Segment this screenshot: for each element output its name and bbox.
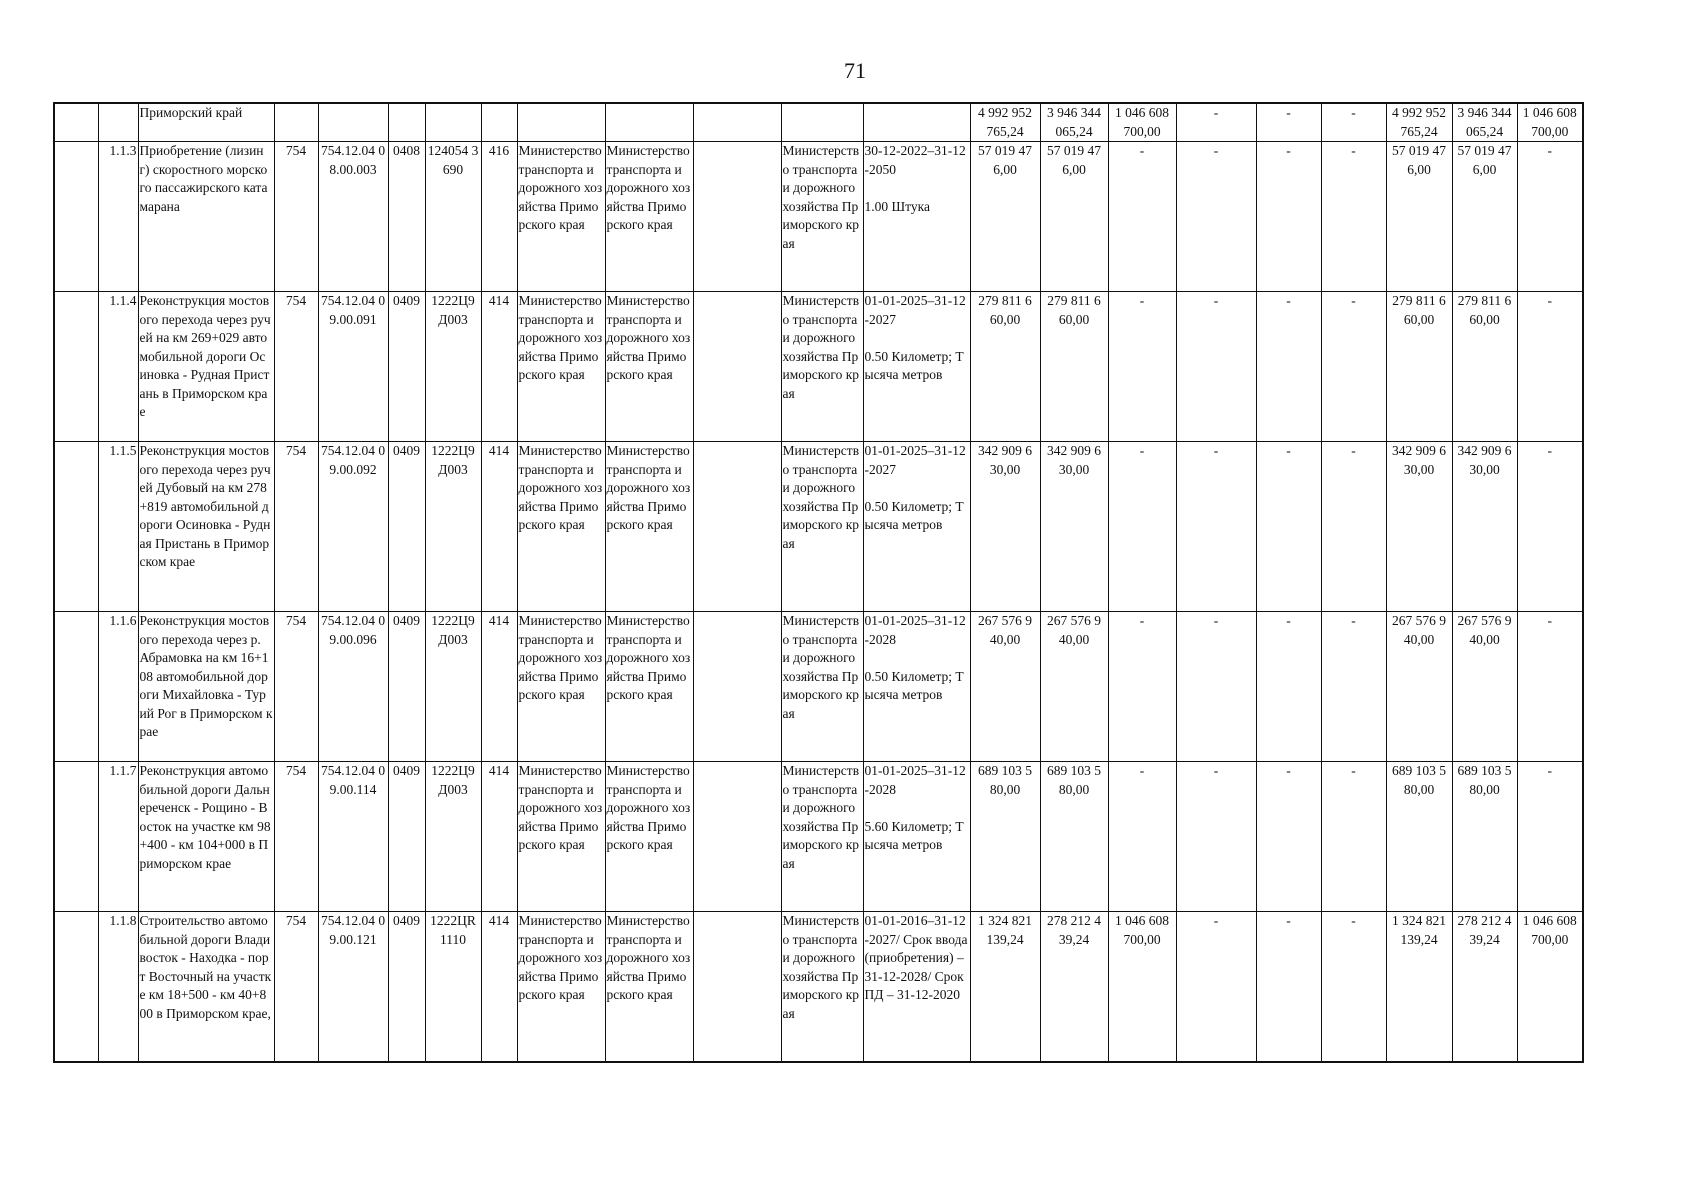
organization-1: Министерство транспорта и дорожного хозяйства Приморского края (517, 762, 605, 912)
value-3: - (1108, 142, 1176, 292)
organization-1: Министерство транспорта и дорожного хозяйства Приморского края (517, 142, 605, 292)
value-3: - (1108, 762, 1176, 912)
item-name: Реконструкция мостового перехода через ручей на км 269+029 автомобильной дороги Осиновка - Рудная Пристань в Приморском крае (138, 292, 274, 442)
item-name: Реконструкция автомобильной дороги Дальнереченск - Рощино - Восток на участке км 98+400 - км 104+000 в Приморском крае (138, 762, 274, 912)
total-1: 342 909 6 30,00 (1386, 442, 1452, 612)
organization-1: Министерство транспорта и дорожного хозяйства Приморского края (517, 442, 605, 612)
total-3: - (1517, 762, 1583, 912)
target-article-code: 1222ЦR 1110 (425, 912, 481, 1062)
value-2: 342 909 6 30,00 (1040, 442, 1108, 612)
empty-cell (605, 103, 693, 142)
item-name: Реконструкция мостового перехода через р. Абрамовка на км 16+108 автомобильной дороги Михайловка - Турий Рог в Приморском крае (138, 612, 274, 762)
empty-cell (274, 103, 318, 142)
grbs-code: 754 (274, 612, 318, 762)
summary-t1: 4 992 952 765,24 (1386, 103, 1452, 142)
empty-cell (693, 292, 781, 442)
expense-type-code: 414 (481, 612, 517, 762)
value-2: 57 019 47 6,00 (1040, 142, 1108, 292)
total-1: 267 576 9 40,00 (1386, 612, 1452, 762)
organization-2: Министерство транспорта и дорожного хозяйства Приморского края (605, 292, 693, 442)
budget-table (53, 102, 1584, 1063)
row-number: 1.1.5 (98, 442, 138, 612)
value-2: 267 576 9 40,00 (1040, 612, 1108, 762)
total-3: - (1517, 292, 1583, 442)
dash-3: - (1321, 292, 1386, 442)
organization-1: Министерство транспорта и дорожного хозяйства Приморского края (517, 612, 605, 762)
organization-2: Министерство транспорта и дорожного хозяйства Приморского края (605, 912, 693, 1062)
value-1: 279 811 6 60,00 (970, 292, 1040, 442)
row-number: 1.1.3 (98, 142, 138, 292)
grbs-code: 754 (274, 912, 318, 1062)
dash-2: - (1256, 292, 1321, 442)
target-article-code: 124054 3690 (425, 142, 481, 292)
empty-cell (54, 612, 98, 762)
grbs-code: 754 (274, 292, 318, 442)
organization-3: Министерство транспорта и дорожного хозяйства Приморского края (781, 912, 863, 1062)
value-1: 689 103 5 80,00 (970, 762, 1040, 912)
table-row (54, 442, 1583, 612)
total-3: - (1517, 442, 1583, 612)
value-3: 1 046 608 700,00 (1108, 912, 1176, 1062)
dash-3: - (1321, 142, 1386, 292)
row-number: 1.1.6 (98, 612, 138, 762)
object-code: 754.12.04 09.00.092 (318, 442, 388, 612)
total-1: 689 103 5 80,00 (1386, 762, 1452, 912)
empty-cell (54, 142, 98, 292)
summary-d2: - (1256, 103, 1321, 142)
value-2: 689 103 5 80,00 (1040, 762, 1108, 912)
table-row (54, 612, 1583, 762)
section-code: 0408 (388, 142, 425, 292)
total-1: 279 811 6 60,00 (1386, 292, 1452, 442)
dash-1: - (1176, 142, 1256, 292)
total-2: 267 576 9 40,00 (1452, 612, 1517, 762)
empty-cell (98, 103, 138, 142)
dash-1: - (1176, 442, 1256, 612)
total-1: 1 324 821 139,24 (1386, 912, 1452, 1062)
grbs-code: 754 (274, 142, 318, 292)
organization-3: Министерство транспорта и дорожного хозяйства Приморского края (781, 442, 863, 612)
row-number: 1.1.8 (98, 912, 138, 1062)
empty-cell (425, 103, 481, 142)
empty-cell (54, 442, 98, 612)
empty-cell (693, 612, 781, 762)
summary-v2: 3 946 344 065,24 (1040, 103, 1108, 142)
dash-1: - (1176, 912, 1256, 1062)
empty-cell (781, 103, 863, 142)
summary-d1: - (1176, 103, 1256, 142)
dash-1: - (1176, 762, 1256, 912)
value-3: - (1108, 292, 1176, 442)
grbs-code: 754 (274, 442, 318, 612)
empty-cell (517, 103, 605, 142)
organization-1: Министерство транспорта и дорожного хозяйства Приморского края (517, 292, 605, 442)
row-number: 1.1.4 (98, 292, 138, 442)
section-code: 0409 (388, 442, 425, 612)
dash-1: - (1176, 292, 1256, 442)
organization-2: Министерство транспорта и дорожного хозяйства Приморского края (605, 142, 693, 292)
organization-3: Министерство транспорта и дорожного хозяйства Приморского края (781, 142, 863, 292)
organization-2: Министерство транспорта и дорожного хозяйства Приморского края (605, 762, 693, 912)
empty-cell (693, 442, 781, 612)
summary-v1: 4 992 952 765,24 (970, 103, 1040, 142)
dash-3: - (1321, 762, 1386, 912)
target-article-code: 1222Ц9 Д003 (425, 442, 481, 612)
empty-cell (693, 912, 781, 1062)
period-capacity: 01-01-2025–31-12-2028 5.60 Километр; Тысяча метров (863, 762, 970, 912)
value-3: - (1108, 442, 1176, 612)
summary-d3: - (1321, 103, 1386, 142)
section-code: 0409 (388, 762, 425, 912)
object-code: 754.12.04 09.00.091 (318, 292, 388, 442)
total-1: 57 019 47 6,00 (1386, 142, 1452, 292)
period-capacity: 01-01-2025–31-12-2027 0.50 Километр; Тысяча метров (863, 442, 970, 612)
dash-2: - (1256, 612, 1321, 762)
period-capacity: 30-12-2022–31-12-2050 1.00 Штука (863, 142, 970, 292)
row-number: 1.1.7 (98, 762, 138, 912)
total-3: 1 046 608 700,00 (1517, 912, 1583, 1062)
table-row (54, 142, 1583, 292)
empty-cell (54, 912, 98, 1062)
empty-cell (318, 103, 388, 142)
expense-type-code: 414 (481, 442, 517, 612)
dash-2: - (1256, 912, 1321, 1062)
empty-cell (54, 292, 98, 442)
period-capacity: 01-01-2016–31-12-2027/ Срок ввода (приобретения) – 31-12-2028/ Срок ПД – 31-12-2020 (863, 912, 970, 1062)
total-2: 278 212 4 39,24 (1452, 912, 1517, 1062)
organization-3: Министерство транспорта и дорожного хозяйства Приморского края (781, 612, 863, 762)
expense-type-code: 414 (481, 912, 517, 1062)
target-article-code: 1222Ц9 Д003 (425, 762, 481, 912)
empty-cell (54, 103, 98, 142)
region-name: Приморский край (138, 103, 274, 142)
summary-row (54, 103, 1583, 142)
expense-type-code: 416 (481, 142, 517, 292)
empty-cell (693, 762, 781, 912)
empty-cell (54, 762, 98, 912)
summary-t3: 1 046 608 700,00 (1517, 103, 1583, 142)
empty-cell (863, 103, 970, 142)
total-2: 342 909 6 30,00 (1452, 442, 1517, 612)
table-row (54, 292, 1583, 442)
dash-1: - (1176, 612, 1256, 762)
item-name: Приобретение (лизинг) скоростного морского пассажирского катамарана (138, 142, 274, 292)
value-3: - (1108, 612, 1176, 762)
grbs-code: 754 (274, 762, 318, 912)
table-row (54, 762, 1583, 912)
dash-3: - (1321, 442, 1386, 612)
section-code: 0409 (388, 612, 425, 762)
total-2: 689 103 5 80,00 (1452, 762, 1517, 912)
organization-2: Министерство транспорта и дорожного хозяйства Приморского края (605, 612, 693, 762)
empty-cell (388, 103, 425, 142)
dash-2: - (1256, 142, 1321, 292)
total-2: 279 811 6 60,00 (1452, 292, 1517, 442)
total-3: - (1517, 142, 1583, 292)
item-name: Строительство автомобильной дороги Владивосток - Находка - порт Восточный на участке км 18+500 - км 40+800 в Приморском крае, (138, 912, 274, 1062)
period-capacity: 01-01-2025–31-12-2027 0.50 Километр; Тысяча метров (863, 292, 970, 442)
empty-cell (481, 103, 517, 142)
target-article-code: 1222Ц9 Д003 (425, 292, 481, 442)
dash-2: - (1256, 762, 1321, 912)
object-code: 754.12.04 09.00.114 (318, 762, 388, 912)
organization-3: Министерство транспорта и дорожного хозяйства Приморского края (781, 762, 863, 912)
object-code: 754.12.04 09.00.096 (318, 612, 388, 762)
section-code: 0409 (388, 912, 425, 1062)
empty-cell (693, 142, 781, 292)
target-article-code: 1222Ц9 Д003 (425, 612, 481, 762)
table-row (54, 912, 1583, 1062)
period-capacity: 01-01-2025–31-12-2028 0.50 Километр; Тысяча метров (863, 612, 970, 762)
organization-1: Министерство транспорта и дорожного хозяйства Приморского края (517, 912, 605, 1062)
dash-3: - (1321, 912, 1386, 1062)
expense-type-code: 414 (481, 762, 517, 912)
expense-type-code: 414 (481, 292, 517, 442)
organization-3: Министерство транспорта и дорожного хозяйства Приморского края (781, 292, 863, 442)
dash-3: - (1321, 612, 1386, 762)
value-2: 278 212 4 39,24 (1040, 912, 1108, 1062)
empty-cell (693, 103, 781, 142)
organization-2: Министерство транспорта и дорожного хозяйства Приморского края (605, 442, 693, 612)
value-2: 279 811 6 60,00 (1040, 292, 1108, 442)
summary-t2: 3 946 344 065,24 (1452, 103, 1517, 142)
section-code: 0409 (388, 292, 425, 442)
summary-v3: 1 046 608 700,00 (1108, 103, 1176, 142)
page-number: 71 (844, 58, 866, 83)
dash-2: - (1256, 442, 1321, 612)
total-2: 57 019 47 6,00 (1452, 142, 1517, 292)
item-name: Реконструкция мостового перехода через ручей Дубовый на км 278+819 автомобильной дороги Осиновка - Рудная Пристань в Приморском крае (138, 442, 274, 612)
value-1: 57 019 47 6,00 (970, 142, 1040, 292)
value-1: 267 576 9 40,00 (970, 612, 1040, 762)
value-1: 1 324 821 139,24 (970, 912, 1040, 1062)
object-code: 754.12.04 08.00.003 (318, 142, 388, 292)
total-3: - (1517, 612, 1583, 762)
object-code: 754.12.04 09.00.121 (318, 912, 388, 1062)
value-1: 342 909 6 30,00 (970, 442, 1040, 612)
